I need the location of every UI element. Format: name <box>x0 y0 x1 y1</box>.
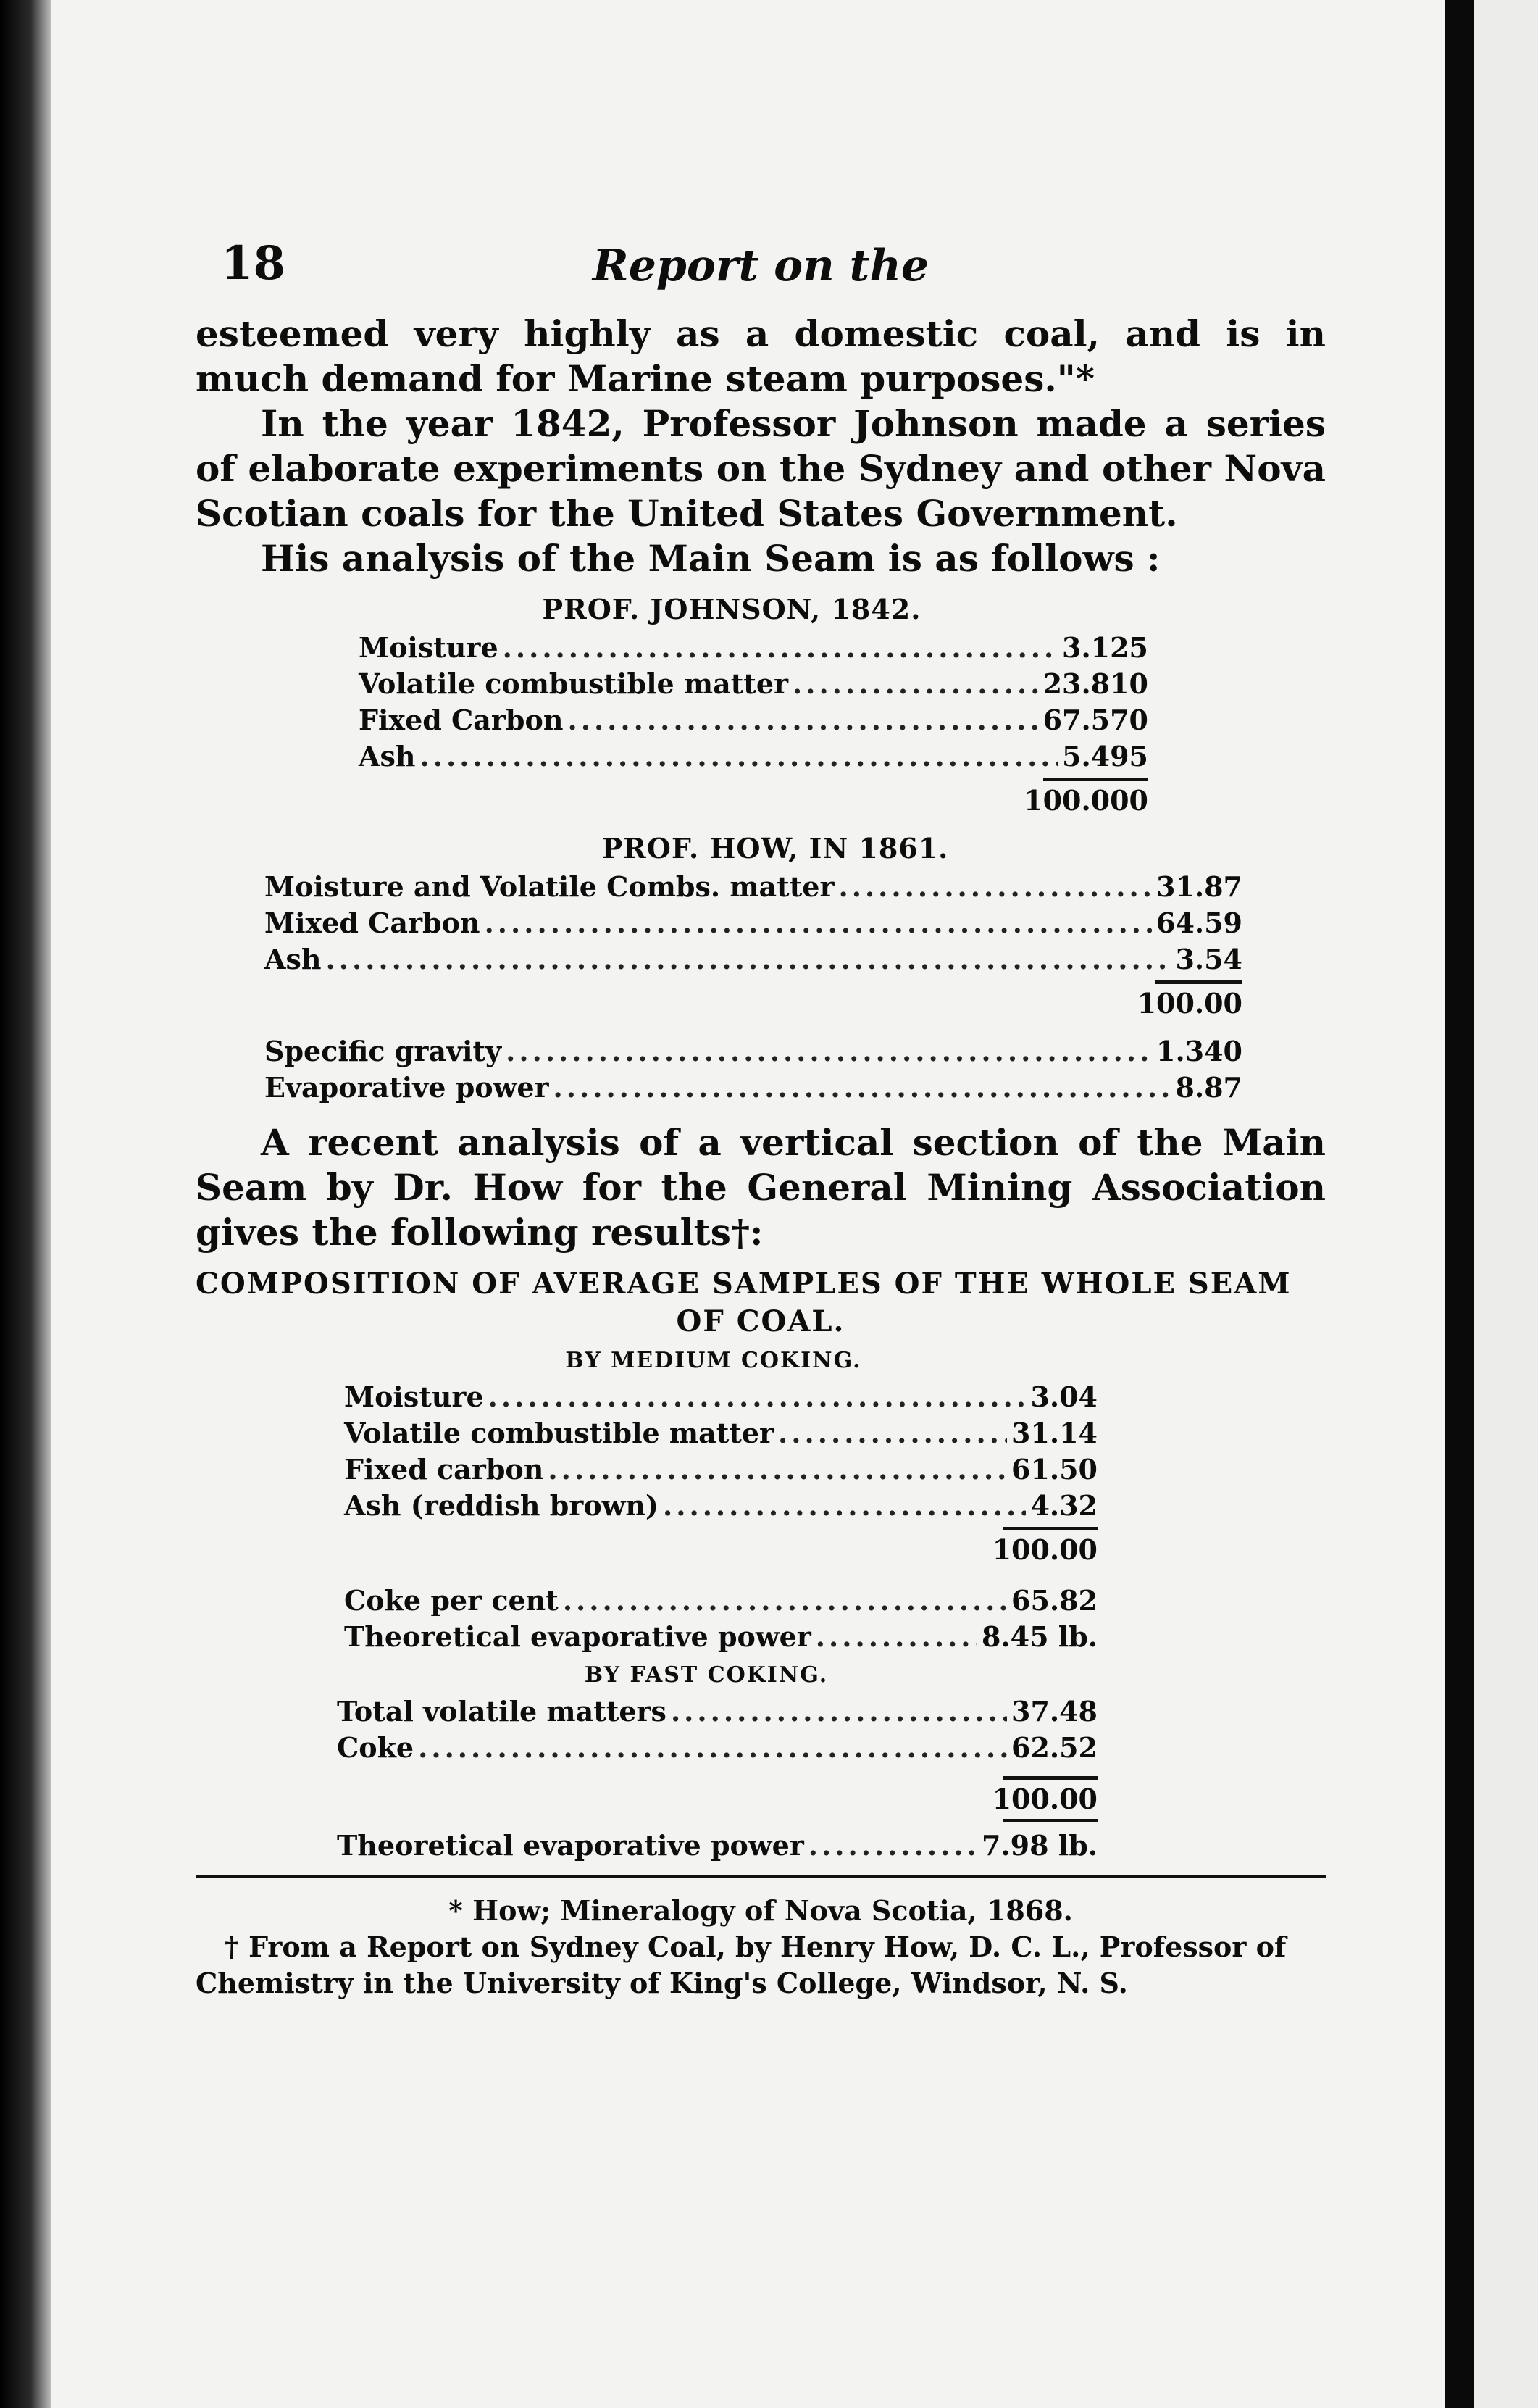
analysis-intro: His analysis of the Main Seam is as follows : <box>261 537 1161 580</box>
adjacent-page-edge <box>1474 0 1538 2408</box>
book-spine <box>1445 0 1474 2408</box>
medium-coking-subtitle: BY MEDIUM COKING. <box>565 1348 862 1373</box>
footnote-rule <box>196 1875 1326 1878</box>
page-number: 18 <box>221 236 286 291</box>
page-header <box>196 225 1326 312</box>
how-table <box>264 832 1242 1106</box>
johnson-paragraph: In the year 1842, Professor Johnson made a series of elaborate experiments on the Sydney and other Nova Scotian coals for the United States Government. <box>196 402 1326 535</box>
table-row: Theoretical evaporative power ..... 8.45 lb. <box>344 1619 1098 1655</box>
table-total: 100.000 <box>1024 784 1148 817</box>
johnson-table-title: PROF. JOHNSON, 1842. <box>542 593 921 625</box>
table-row: Ash ..... 5.495 <box>359 738 1148 775</box>
table-row: Volatile combustible matter ..... 31.14 <box>344 1415 1098 1451</box>
table-total: 100.00 <box>992 1533 1098 1566</box>
table-row: Moisture and Volatile Combs. matter ..... 31.87 <box>264 869 1242 905</box>
page-left-shadow <box>0 0 51 2408</box>
johnson-table <box>359 593 1148 820</box>
table-row: Fixed Carbon ..... 67.570 <box>359 702 1148 738</box>
table-row: Coke per cent ..... 65.82 <box>344 1583 1098 1619</box>
table-row: Mixed Carbon ..... 64.59 <box>264 905 1242 941</box>
table-row: Moisture ..... 3.04 <box>344 1379 1098 1415</box>
table-row: Theoretical evaporative power ..... 7.98 lb. <box>337 1828 1098 1864</box>
quote-continuation: esteemed very highly as a domestic coal, and is in much demand for Marine steam purposes."* <box>196 312 1326 400</box>
fast-coking-subtitle: BY FAST COKING. <box>584 1662 829 1688</box>
composition-title: COMPOSITION OF AVERAGE SAMPLES OF THE WHOLE SEAM OF COAL. <box>196 1267 1292 1338</box>
page-content <box>196 225 1326 2001</box>
recent-analysis-paragraph: A recent analysis of a vertical section of the Main Seam by Dr. How for the General Mining Association gives the following results†: <box>196 1121 1326 1254</box>
table-row: Ash ..... 3.54 <box>264 941 1242 978</box>
table-row: Ash (reddish brown) ..... 4.32 <box>344 1488 1098 1524</box>
table-row: Total volatile matters ..... 37.48 <box>337 1693 1098 1730</box>
fast-coking-table <box>337 1662 1098 1864</box>
sum-rule <box>1003 1819 1098 1822</box>
table-row: Moisture ..... 3.125 <box>359 630 1148 666</box>
how-table-title: PROF. HOW, IN 1861. <box>601 832 949 865</box>
table-row: Evaporative power ..... 8.87 <box>264 1070 1242 1106</box>
table-row: Fixed carbon ..... 61.50 <box>344 1451 1098 1488</box>
table-row: Specific gravity ..... 1.340 <box>264 1033 1242 1070</box>
table-row: Volatile combustible matter ..... 23.810 <box>359 666 1148 702</box>
medium-coking-table <box>344 1348 1098 1655</box>
table-total: 100.00 <box>992 1783 1098 1815</box>
table-row: Coke ..... 62.52 <box>337 1730 1098 1766</box>
footnote-star: * How; Mineralogy of Nova Scotia, 1868. <box>448 1894 1073 1927</box>
footnote-dagger: † From a Report on Sydney Coal, by Henry How, D. C. L., Professor of Chemistry in the University of King's College, Windsor, N. S. <box>196 1930 1287 1999</box>
table-total: 100.00 <box>1137 987 1242 1020</box>
running-title: Report on the <box>592 241 929 291</box>
